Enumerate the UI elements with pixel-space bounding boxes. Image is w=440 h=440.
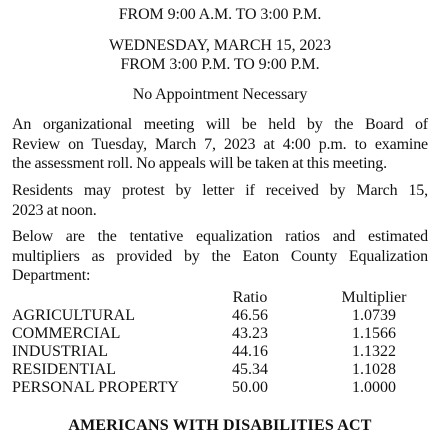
paragraph-line: Department: (12, 267, 91, 284)
table-row (12, 307, 428, 325)
class-name-cell: INDUSTRIAL (12, 343, 108, 360)
ratio-cell: 50.00 (232, 379, 268, 396)
paragraph-line: the assessment roll. No appeals will be taken at this meeting. (12, 155, 387, 172)
multiplier-cell: 1.1322 (352, 343, 396, 360)
schedule-line-1: FROM 9:00 A.M. TO 3:00 P.M. (118, 6, 322, 23)
class-name-cell: COMMERCIAL (12, 325, 121, 342)
multiplier-cell: 1.1566 (352, 325, 396, 342)
table-row (12, 325, 428, 343)
no-appointment-note: No Appointment Necessary (132, 86, 308, 103)
schedule-line-3: FROM 3:00 P.M. TO 9:00 P.M. (120, 56, 320, 73)
ratio-column-header: Ratio (232, 289, 268, 306)
ratio-cell: 46.56 (232, 307, 268, 324)
table-row (12, 379, 428, 397)
class-name-cell: RESIDENTIAL (12, 361, 116, 378)
table-row (12, 343, 428, 361)
equalization-table (12, 289, 428, 397)
multiplier-cell: 1.0739 (352, 307, 396, 324)
ratio-cell: 43.23 (232, 325, 268, 342)
ratio-cell: 45.34 (232, 361, 268, 378)
table-row (12, 361, 428, 379)
paragraph-line: Residents may protest by letter if received by March 15, (12, 182, 428, 199)
multiplier-cell: 1.0000 (352, 379, 396, 396)
paragraph-line: An organizational meeting will be held by the Board of (12, 116, 428, 133)
paragraph-line: Review on Tuesday, March 7, 2023 at 4:00 p.m. to examine (12, 135, 428, 153)
class-name-cell: AGRICULTURAL (12, 307, 135, 324)
organizational-meeting-paragraph (12, 115, 428, 174)
ada-heading: AMERICANS WITH DISABILITIES ACT (68, 417, 372, 434)
ratios-intro-paragraph (12, 227, 428, 286)
multiplier-cell: 1.1028 (352, 361, 396, 378)
paragraph-line: Below are the tentative equalization ratios and estimated (12, 228, 428, 245)
multiplier-column-header: Multiplier (341, 289, 407, 306)
table-header-row (12, 289, 428, 307)
ratio-cell: 44.16 (232, 343, 268, 360)
schedule-line-2: WEDNESDAY, MARCH 15, 2023 (109, 37, 331, 54)
class-name-cell: PERSONAL PROPERTY (12, 379, 179, 396)
paragraph-line: multipliers as provided by the Eaton County Equalization (12, 247, 428, 265)
protest-paragraph (12, 181, 428, 220)
paragraph-line: 2023 at noon. (12, 201, 97, 219)
